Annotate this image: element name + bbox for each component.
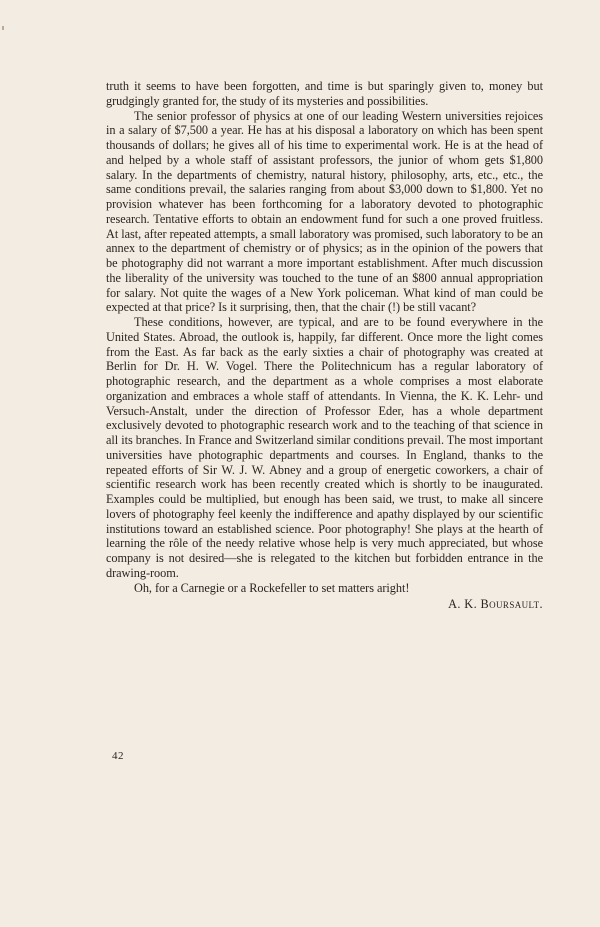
author-signature: A. K. Boursault. [448,597,543,612]
page-number: 42 [112,750,124,762]
paragraph-physics-salaries: The senior professor of physics at one of our leading Western universities rejoices in a salary of $7,500 a year. He has at his disposal a laboratory on which has been spent thousands of dollars; he gives all of his time to experimental work. He is at the head of and helped by a whole staff of assistant professors, the junior of whom gets $1,800 salary. In the departments of chemistry, natural history, philosophy, arts, etc., etc., the same conditions prevail, the salaries ranging from about $3,000 down to $1,800. Yet no provision whatever has been forthcoming for a laboratory devoted to photographic research. Tentative efforts to obtain an endowment fund for such a one proved fruitless. At last, after repeated attempts, a small laboratory was promised, such laboratory to be an annex to the department of chemistry or of physics; as in the opinion of the powers that be photography did not warrant a more important establishment. After much discussion the liberality of the university was touched to the tune of an $800 annual appropriation for salary. Not quite the wages of a New York policeman. What kind of man could be expected at that price? Is it surprising, then, that the chair (!) be still vacant? [106,108,543,315]
paragraph-abroad: These conditions, however, are typical, and are to be found everywhere in the United States. Abroad, the outlook is, happily, far different. Once more the light comes from the East. As far back as the early sixties a chair of photography was created at Berlin for Dr. H. W. Vogel. There the Politechnicum has a regular laboratory of photographic research, and the department as a whole comprises a most elaborate organization and embraces a whole staff of attendants. In Vienna, the K. K. Lehr- und Versuch-Anstalt, under the direction of Professor Eder, has a whole department exclusively devoted to photographic research work and to the teaching of that science in all its branches. In France and Switzerland similar conditions prevail. The most important universities have photographic departments and courses. In England, thanks to the repeated efforts of Sir W. J. W. Abney and a group of energetic coworkers, a chair of scientific research work has been recently created which is shortly to be inaugurated. Examples could be multiplied, but enough has been said, we trust, to make all sincere lovers of photography feel keenly the indifference and apathy displayed by our scientific institutions toward an established science. Poor photography! She plays at the hearth of learning the rôle of the needy relative whose help is very much appreciated, but whose company is not desired—she is relegated to the kitchen but forbidden entrance in the drawing-room. [106,315,543,580]
article-body [106,79,543,612]
paragraph-closing: Oh, for a Carnegie or a Rockefeller to set matters aright! [134,580,410,595]
page-edge-mark [2,26,4,30]
paragraph-continuation: truth it seems to have been forgotten, and time is but sparingly given to, money but grudgingly granted for, the study of its mysteries and possibilities. [106,79,543,108]
